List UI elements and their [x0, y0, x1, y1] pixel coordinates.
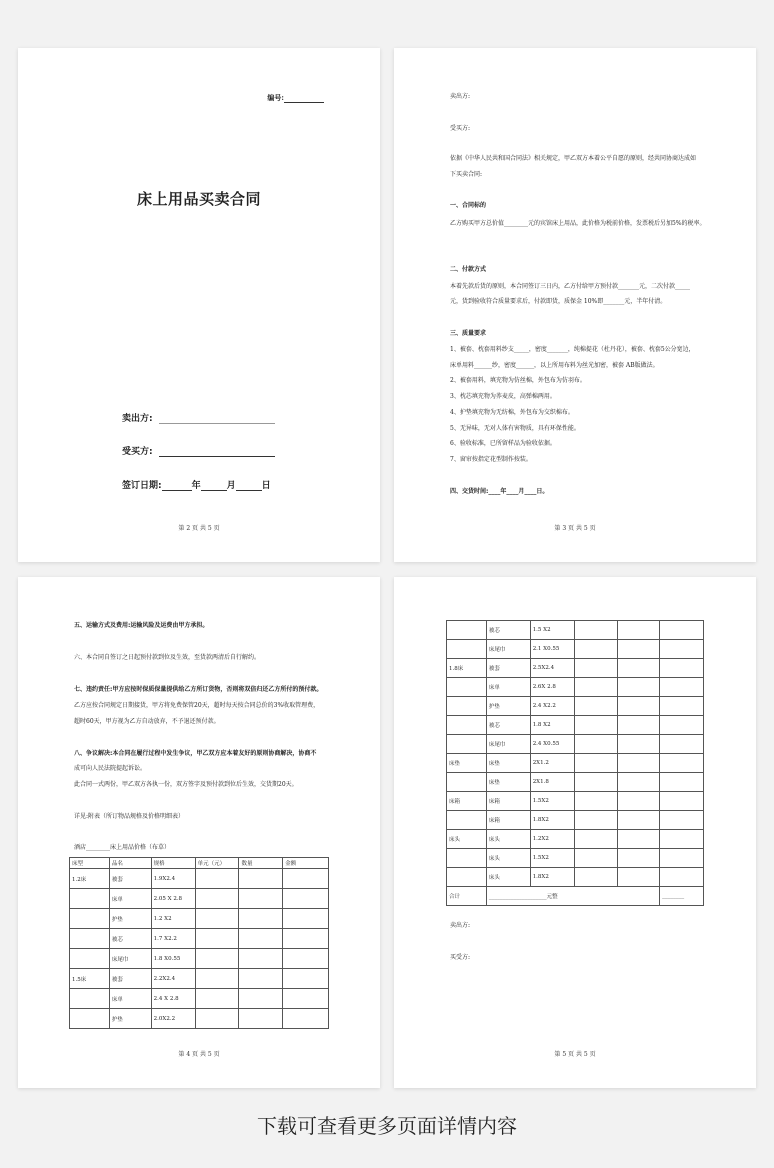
table-cell: 被芯: [486, 716, 530, 735]
table-cell: [447, 716, 487, 735]
table-cell: [618, 621, 660, 640]
table-row: [70, 989, 329, 1009]
table-cell: [660, 773, 704, 792]
clause-line: 此合同一式两份，甲乙双方各执一份，双方签字及预付款到位后生效，交货期20天。: [74, 781, 298, 788]
clause-line: 6、验收标准，已所留样品为验收依据。: [450, 440, 556, 447]
table-cell: [574, 716, 618, 735]
table-header-cell: 数量: [239, 858, 283, 869]
table-cell: 被芯: [486, 621, 530, 640]
table-cell: 护垫: [109, 909, 151, 929]
table-cell: [618, 754, 660, 773]
table-cell: [574, 754, 618, 773]
table-cell: [618, 735, 660, 754]
table-cell: 1.5X2: [530, 849, 574, 868]
table-cell: 1.5床: [70, 969, 110, 989]
table-row: [447, 621, 704, 640]
table-cell: 护垫: [486, 697, 530, 716]
table-cell: [660, 754, 704, 773]
page-number: 第 3 页 共 5 页: [554, 525, 596, 532]
table-cell: 被套: [109, 969, 151, 989]
table-cell: [574, 678, 618, 697]
cover-year-label: 年: [191, 481, 201, 491]
table-cell: 2.6X 2.8: [530, 678, 574, 697]
clause-line: 超时60天，甲方视为乙方自动放弃，不予退还预付款。: [74, 718, 220, 725]
table-cell: 1.2床: [70, 869, 110, 889]
clause-line: 7、窗帘按指定花型制作按装。: [450, 456, 532, 463]
table-cell: [660, 735, 704, 754]
table-cell: [283, 869, 329, 889]
table-row: [447, 678, 704, 697]
cover-seller-blank: [159, 423, 275, 424]
preamble-line: 依据《中华人民共和国合同法》相关规定，甲乙双方本着公平自愿的原则，经共同协商达成如: [450, 155, 697, 162]
table-header-cell: 单元（元）: [195, 858, 239, 869]
cover-buyer-blank: [159, 456, 275, 457]
table-cell: 床箱: [486, 811, 530, 830]
table-row: [70, 929, 329, 949]
table-cell: [195, 949, 239, 969]
table-cell: [574, 773, 618, 792]
clause-line: 1、被套、枕套用料纱支_____，密度_______，纯棉提花（杜丹花），被套、枕套5公分宽边，: [450, 346, 695, 353]
table-cell: [447, 849, 487, 868]
table-cell: 床头: [447, 830, 487, 849]
table-cell: [239, 949, 283, 969]
table-cell: 床箱: [447, 792, 487, 811]
table-cell: [447, 640, 487, 659]
table-row: [447, 849, 704, 868]
clause-line: 八、争议解决:本合同在履行过程中发生争议，甲乙双方应本着友好的原则协商解决，协商不: [74, 750, 317, 757]
table-cell: [447, 621, 487, 640]
contract-title: 床上用品买卖合同: [136, 190, 261, 208]
table-cell: [574, 640, 618, 659]
table-row: [70, 889, 329, 909]
contract-cover-page: [18, 48, 380, 562]
total-label: 合计: [447, 887, 487, 906]
table-cell: 被芯: [109, 929, 151, 949]
table-cell: 2X1.2: [530, 754, 574, 773]
table-cell: 1.5X2: [530, 792, 574, 811]
cover-buyer-line: [122, 444, 275, 457]
table-cell: [447, 773, 487, 792]
clause-line: 详见:附表（所订物品规格及价格明细表）: [74, 813, 185, 820]
table-cell: 床头: [486, 830, 530, 849]
table-cell: 床箱: [486, 792, 530, 811]
preamble-line: 下买卖合同:: [450, 171, 483, 178]
table-cell: [195, 929, 239, 949]
page-number: 第 4 页 共 5 页: [178, 1051, 220, 1058]
table-cell: 被套: [109, 869, 151, 889]
table-cell: [283, 989, 329, 1009]
table-cell: 床头: [486, 849, 530, 868]
price-table: [69, 857, 329, 1029]
contract-number-blank: [284, 102, 324, 103]
table-cell: [447, 811, 487, 830]
total-blank: ________: [660, 887, 704, 906]
table-cell: [447, 678, 487, 697]
cover-seller-line: [122, 411, 275, 424]
table-cell: [660, 849, 704, 868]
seller-line: 卖出方:: [450, 93, 471, 100]
clause-line: 六、本合同自签订之日起预付款到位及生效，至货款两清后自行解约。: [74, 654, 261, 661]
table-cell: 2.4 X0.55: [530, 735, 574, 754]
table-cell: 1.2X2: [530, 830, 574, 849]
clause-line: 5、无异味，无对人体有害物质，具有环保性能。: [450, 425, 580, 432]
section-heading: 二、付款方式: [450, 266, 487, 273]
page-number: 第 2 页 共 5 页: [178, 525, 220, 532]
table-cell: [239, 1009, 283, 1029]
table-header-cell: 品名: [109, 858, 151, 869]
table-cell: [618, 811, 660, 830]
clause-line: 乙方购买甲方总价值________元的宾馆床上用品，此价格为税前价格，发票税后另加5%的税率。: [450, 220, 706, 227]
table-row: [70, 1009, 329, 1029]
cover-seller-label: 卖出方:: [122, 414, 153, 424]
clause-line: 成可向人民法院提起诉讼。: [74, 765, 147, 772]
table-row: [447, 697, 704, 716]
table-cell: [574, 621, 618, 640]
table-cell: [618, 659, 660, 678]
table-cell: [574, 830, 618, 849]
table-cell: [447, 735, 487, 754]
table-cell: [660, 868, 704, 887]
clause-line: 七、违约责任:甲方应按时保质保量提供给乙方所订货物，否则将双倍归还乙方所付的预付款。: [74, 686, 323, 693]
table-caption: 酒店________床上用品价格（布草）: [74, 844, 171, 851]
table-cell: 1.2 X2: [151, 909, 195, 929]
contract-number-field: [267, 93, 324, 103]
clause-line: 本着先款后货的原则，本合同签订三日内，乙方付给甲方预付款_______元，二次付款_____: [450, 283, 691, 290]
table-cell: [574, 811, 618, 830]
table-row: [70, 969, 329, 989]
contract-page-4: [394, 577, 756, 1088]
table-cell: [574, 659, 618, 678]
page-number: 第 5 页 共 5 页: [554, 1051, 596, 1058]
table-cell: [283, 969, 329, 989]
table-cell: 床单: [109, 889, 151, 909]
contract-number-label: 编号:: [267, 93, 284, 102]
cover-day-label: 日: [261, 481, 271, 491]
table-row: [447, 754, 704, 773]
table-cell: [660, 697, 704, 716]
contract-page-2: [394, 48, 756, 562]
table-header-row: [70, 858, 329, 869]
table-cell: [618, 773, 660, 792]
cover-buyer-label: 受买方:: [122, 447, 153, 457]
cover-day-blank: [236, 490, 262, 491]
section-heading: 三、质量要求: [450, 330, 487, 337]
table-cell: [618, 697, 660, 716]
table-cell: [70, 1009, 110, 1029]
table-cell: [660, 621, 704, 640]
table-cell: [618, 640, 660, 659]
table-cell: [239, 869, 283, 889]
table-cell: [283, 1009, 329, 1029]
table-cell: [239, 969, 283, 989]
table-cell: [283, 909, 329, 929]
table-cell: 床尾巾: [486, 640, 530, 659]
table-cell: [660, 659, 704, 678]
table-cell: [574, 868, 618, 887]
table-row: [447, 868, 704, 887]
table-cell: [660, 640, 704, 659]
table-cell: [195, 889, 239, 909]
table-cell: [660, 811, 704, 830]
table-row: [447, 830, 704, 849]
clause-line: 4、护垫填充物为无纺棉，外包布为交织棉布。: [450, 409, 574, 416]
table-cell: [195, 909, 239, 929]
table-row: [447, 735, 704, 754]
table-cell: [239, 909, 283, 929]
table-cell: 2.0X2.2: [151, 1009, 195, 1029]
table-cell: [618, 716, 660, 735]
table-row: [447, 659, 704, 678]
table-cell: [660, 792, 704, 811]
table-cell: 床尾巾: [109, 949, 151, 969]
section-heading: 四、交货时间:____年____月____日。: [450, 488, 549, 495]
table-total-row: [447, 887, 704, 906]
table-cell: [447, 697, 487, 716]
table-row: [447, 773, 704, 792]
table-cell: 1.9X2.4: [151, 869, 195, 889]
table-cell: 护垫: [109, 1009, 151, 1029]
table-cell: [195, 969, 239, 989]
table-cell: [574, 735, 618, 754]
table-cell: 2.05 X 2.8: [151, 889, 195, 909]
table-cell: [283, 949, 329, 969]
table-cell: [70, 909, 110, 929]
table-row: [447, 716, 704, 735]
table-cell: [447, 868, 487, 887]
table-cell: [195, 869, 239, 889]
table-cell: [195, 989, 239, 1009]
table-cell: [239, 989, 283, 1009]
table-cell: [574, 849, 618, 868]
table-cell: 床垫: [486, 773, 530, 792]
seller-line: 卖出方:: [450, 922, 471, 929]
table-cell: [618, 792, 660, 811]
table-cell: 2.4 X2.2: [530, 697, 574, 716]
table-cell: [660, 830, 704, 849]
cover-date-label: 签订日期:: [122, 481, 162, 491]
table-cell: 1.8 X0.55: [151, 949, 195, 969]
table-cell: 床头: [486, 868, 530, 887]
section-heading: 一、合同标的: [450, 202, 487, 209]
table-cell: [239, 889, 283, 909]
contract-page-3: [18, 577, 380, 1088]
table-cell: [618, 678, 660, 697]
table-cell: 2.1 X0.55: [530, 640, 574, 659]
cover-month-blank: [201, 490, 227, 491]
table-header-cell: 规格: [151, 858, 195, 869]
table-header-cell: 床型: [70, 858, 110, 869]
table-cell: [574, 697, 618, 716]
download-caption: 下载可查看更多页面详情内容: [257, 1114, 517, 1138]
table-row: [70, 869, 329, 889]
table-row: [447, 792, 704, 811]
table-row: [70, 949, 329, 969]
table-cell: 2.5X2.4: [530, 659, 574, 678]
table-cell: [660, 678, 704, 697]
table-cell: 2.2X2.4: [151, 969, 195, 989]
clause-line: 五、运输方式及费用:运输风险及运费由甲方承担。: [74, 622, 209, 629]
table-cell: 床尾巾: [486, 735, 530, 754]
table-cell: 1.8床: [447, 659, 487, 678]
clause-line: 3、枕芯填充物为荞麦皮，高弹棉两用。: [450, 393, 556, 400]
cover-date-line: [122, 478, 271, 491]
table-cell: [618, 868, 660, 887]
table-cell: [70, 989, 110, 1009]
table-cell: [574, 792, 618, 811]
table-cell: [239, 929, 283, 949]
total-amount-text: _____________________元整: [486, 887, 659, 906]
table-cell: [195, 1009, 239, 1029]
table-cell: 床单: [486, 678, 530, 697]
table-cell: 1.8X2: [530, 868, 574, 887]
table-cell: [618, 849, 660, 868]
table-cell: 1.7 X2.2: [151, 929, 195, 949]
clause-line: 2、被套用料，填充物为仿丝棉，外包布为仿羽布。: [450, 377, 586, 384]
table-cell: [660, 716, 704, 735]
table-cell: 2.4 X 2.8: [151, 989, 195, 1009]
table-cell: [70, 889, 110, 909]
table-header-cell: 金额: [283, 858, 329, 869]
table-row: [447, 640, 704, 659]
table-cell: [283, 929, 329, 949]
table-cell: [70, 929, 110, 949]
table-cell: 1.5 X2: [530, 621, 574, 640]
price-table-continued: [446, 620, 704, 906]
table-cell: 床单: [109, 989, 151, 1009]
table-cell: 1.8X2: [530, 811, 574, 830]
clause-line: 乙方应按合同规定日期接货，甲方将免费保管20天，超时每天按合同总价的3%收取管理费，: [74, 702, 320, 709]
table-cell: 床垫: [486, 754, 530, 773]
clause-line: 元，货到验收符合质量要求后，付款即货，质保金 10%即_______元，半年付清。: [450, 298, 667, 305]
table-cell: 被套: [486, 659, 530, 678]
table-cell: [283, 889, 329, 909]
buyer-line: 受买方:: [450, 125, 471, 132]
table-cell: 床垫: [447, 754, 487, 773]
table-row: [447, 811, 704, 830]
clause-line: 床单用料______纱，密度______，以上所用布料为丝光加密，被套 AB版做法。: [450, 362, 659, 369]
buyer-line: 买受方:: [450, 954, 471, 961]
table-row: [70, 909, 329, 929]
table-cell: 1.8 X2: [530, 716, 574, 735]
table-cell: [70, 949, 110, 969]
cover-month-label: 月: [226, 481, 236, 491]
cover-year-blank: [162, 490, 192, 491]
table-cell: [618, 830, 660, 849]
table-cell: 2X1.8: [530, 773, 574, 792]
